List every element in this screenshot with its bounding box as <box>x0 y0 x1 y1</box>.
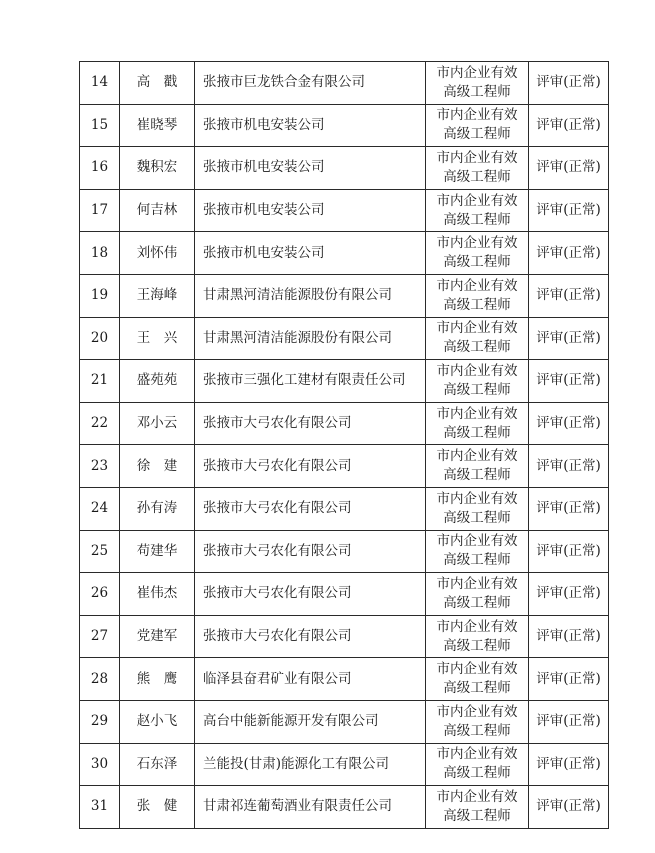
company-name: 张掖市大弓农化有限公司 <box>195 573 426 616</box>
table-row <box>80 487 609 530</box>
qualification-line-2: 高级工程师 <box>443 807 511 824</box>
table-row <box>80 274 609 317</box>
qualification <box>426 615 529 658</box>
qualification-line-1: 市内企业有效 <box>436 788 518 805</box>
company-name: 甘肃黑河清洁能源股份有限公司 <box>195 274 426 317</box>
row-number: 20 <box>80 317 120 360</box>
table-row <box>80 189 609 232</box>
qualification-line-2: 高级工程师 <box>443 339 511 356</box>
review-mode: 评审(正常) <box>529 615 609 658</box>
qualification-line-2: 高级工程师 <box>443 552 511 569</box>
table-row <box>80 104 609 147</box>
row-number: 28 <box>80 658 120 701</box>
qualification-line-1: 市内企业有效 <box>436 235 518 252</box>
row-number: 16 <box>80 147 120 190</box>
row-number: 19 <box>80 274 120 317</box>
person-name: 苟建华 <box>120 530 195 573</box>
row-number: 31 <box>80 786 120 829</box>
qualification-line-2: 高级工程师 <box>443 637 511 654</box>
qualification <box>426 360 529 403</box>
qualification <box>426 147 529 190</box>
company-name: 甘肃黑河清洁能源股份有限公司 <box>195 317 426 360</box>
qualification-line-2: 高级工程师 <box>443 680 511 697</box>
person-name: 王海峰 <box>120 274 195 317</box>
review-mode: 评审(正常) <box>529 232 609 275</box>
qualification-line-1: 市内企业有效 <box>436 448 518 465</box>
applicant-table <box>79 61 609 829</box>
review-mode: 评审(正常) <box>529 658 609 701</box>
person-name: 熊 鹰 <box>120 658 195 701</box>
qualification-line-2: 高级工程师 <box>443 765 511 782</box>
qualification-line-2: 高级工程师 <box>443 424 511 441</box>
qualification-line-1: 市内企业有效 <box>436 703 518 720</box>
company-name: 张掖市大弓农化有限公司 <box>195 445 426 488</box>
qualification-line-2: 高级工程师 <box>443 126 511 143</box>
qualification-line-1: 市内企业有效 <box>436 618 518 635</box>
company-name: 张掖市机电安装公司 <box>195 147 426 190</box>
qualification-line-1: 市内企业有效 <box>436 64 518 81</box>
row-number: 18 <box>80 232 120 275</box>
row-number: 23 <box>80 445 120 488</box>
qualification <box>426 232 529 275</box>
person-name: 徐 建 <box>120 445 195 488</box>
person-name: 高 戳 <box>120 62 195 105</box>
qualification-line-2: 高级工程师 <box>443 381 511 398</box>
qualification <box>426 104 529 147</box>
review-mode: 评审(正常) <box>529 147 609 190</box>
review-mode: 评审(正常) <box>529 274 609 317</box>
qualification-line-2: 高级工程师 <box>443 254 511 271</box>
person-name: 王 兴 <box>120 317 195 360</box>
table-row <box>80 658 609 701</box>
company-name: 张掖市大弓农化有限公司 <box>195 615 426 658</box>
company-name: 张掖市大弓农化有限公司 <box>195 402 426 445</box>
qualification-line-1: 市内企业有效 <box>436 746 518 763</box>
company-name: 高台中能新能源开发有限公司 <box>195 700 426 743</box>
table-row <box>80 530 609 573</box>
review-mode: 评审(正常) <box>529 189 609 232</box>
row-number: 27 <box>80 615 120 658</box>
review-mode: 评审(正常) <box>529 62 609 105</box>
company-name: 兰能投(甘肃)能源化工有限公司 <box>195 743 426 786</box>
table-row <box>80 232 609 275</box>
qualification-line-2: 高级工程师 <box>443 168 511 185</box>
qualification-line-2: 高级工程师 <box>443 211 511 228</box>
qualification <box>426 189 529 232</box>
person-name: 盛苑苑 <box>120 360 195 403</box>
qualification <box>426 700 529 743</box>
company-name: 张掖市机电安装公司 <box>195 104 426 147</box>
row-number: 15 <box>80 104 120 147</box>
qualification <box>426 530 529 573</box>
row-number: 22 <box>80 402 120 445</box>
table-row <box>80 786 609 829</box>
qualification-line-1: 市内企业有效 <box>436 149 518 166</box>
qualification-line-1: 市内企业有效 <box>436 405 518 422</box>
qualification-line-2: 高级工程师 <box>443 594 511 611</box>
qualification <box>426 573 529 616</box>
person-name: 刘怀伟 <box>120 232 195 275</box>
qualification <box>426 317 529 360</box>
company-name: 甘肃祁连葡萄酒业有限责任公司 <box>195 786 426 829</box>
row-number: 17 <box>80 189 120 232</box>
review-mode: 评审(正常) <box>529 445 609 488</box>
qualification-line-2: 高级工程师 <box>443 509 511 526</box>
review-mode: 评审(正常) <box>529 402 609 445</box>
row-number: 21 <box>80 360 120 403</box>
qualification-line-1: 市内企业有效 <box>436 362 518 379</box>
review-mode: 评审(正常) <box>529 786 609 829</box>
qualification <box>426 743 529 786</box>
review-mode: 评审(正常) <box>529 360 609 403</box>
review-mode: 评审(正常) <box>529 743 609 786</box>
person-name: 党建军 <box>120 615 195 658</box>
table-row <box>80 700 609 743</box>
person-name: 孙有涛 <box>120 487 195 530</box>
qualification-line-1: 市内企业有效 <box>436 320 518 337</box>
person-name: 崔伟杰 <box>120 573 195 616</box>
table-row <box>80 360 609 403</box>
table-row <box>80 743 609 786</box>
qualification <box>426 62 529 105</box>
qualification <box>426 274 529 317</box>
company-name: 张掖市大弓农化有限公司 <box>195 487 426 530</box>
person-name: 石东泽 <box>120 743 195 786</box>
review-mode: 评审(正常) <box>529 317 609 360</box>
review-mode: 评审(正常) <box>529 104 609 147</box>
person-name: 赵小飞 <box>120 700 195 743</box>
company-name: 张掖市大弓农化有限公司 <box>195 530 426 573</box>
review-mode: 评审(正常) <box>529 530 609 573</box>
qualification-line-2: 高级工程师 <box>443 296 511 313</box>
row-number: 25 <box>80 530 120 573</box>
row-number: 24 <box>80 487 120 530</box>
table-row <box>80 402 609 445</box>
qualification-line-2: 高级工程师 <box>443 722 511 739</box>
company-name: 临泽县奋君矿业有限公司 <box>195 658 426 701</box>
qualification-line-1: 市内企业有效 <box>436 277 518 294</box>
qualification-line-1: 市内企业有效 <box>436 192 518 209</box>
row-number: 26 <box>80 573 120 616</box>
qualification-line-2: 高级工程师 <box>443 467 511 484</box>
review-mode: 评审(正常) <box>529 573 609 616</box>
qualification <box>426 786 529 829</box>
qualification-line-1: 市内企业有效 <box>436 661 518 678</box>
review-mode: 评审(正常) <box>529 487 609 530</box>
table-row <box>80 445 609 488</box>
table-row <box>80 573 609 616</box>
qualification-line-1: 市内企业有效 <box>436 107 518 124</box>
table-row <box>80 147 609 190</box>
qualification <box>426 402 529 445</box>
qualification-line-2: 高级工程师 <box>443 83 511 100</box>
qualification-line-1: 市内企业有效 <box>436 533 518 550</box>
qualification <box>426 658 529 701</box>
row-number: 14 <box>80 62 120 105</box>
qualification-line-1: 市内企业有效 <box>436 575 518 592</box>
person-name: 张 健 <box>120 786 195 829</box>
company-name: 张掖市机电安装公司 <box>195 189 426 232</box>
person-name: 崔晓琴 <box>120 104 195 147</box>
table-row <box>80 317 609 360</box>
row-number: 30 <box>80 743 120 786</box>
person-name: 何吉林 <box>120 189 195 232</box>
qualification <box>426 445 529 488</box>
table-row <box>80 615 609 658</box>
person-name: 魏积宏 <box>120 147 195 190</box>
table-row <box>80 62 609 105</box>
company-name: 张掖市巨龙铁合金有限公司 <box>195 62 426 105</box>
company-name: 张掖市机电安装公司 <box>195 232 426 275</box>
person-name: 邓小云 <box>120 402 195 445</box>
table-body <box>80 62 609 829</box>
qualification-line-1: 市内企业有效 <box>436 490 518 507</box>
company-name: 张掖市三强化工建材有限责任公司 <box>195 360 426 403</box>
qualification <box>426 487 529 530</box>
row-number: 29 <box>80 700 120 743</box>
review-mode: 评审(正常) <box>529 700 609 743</box>
